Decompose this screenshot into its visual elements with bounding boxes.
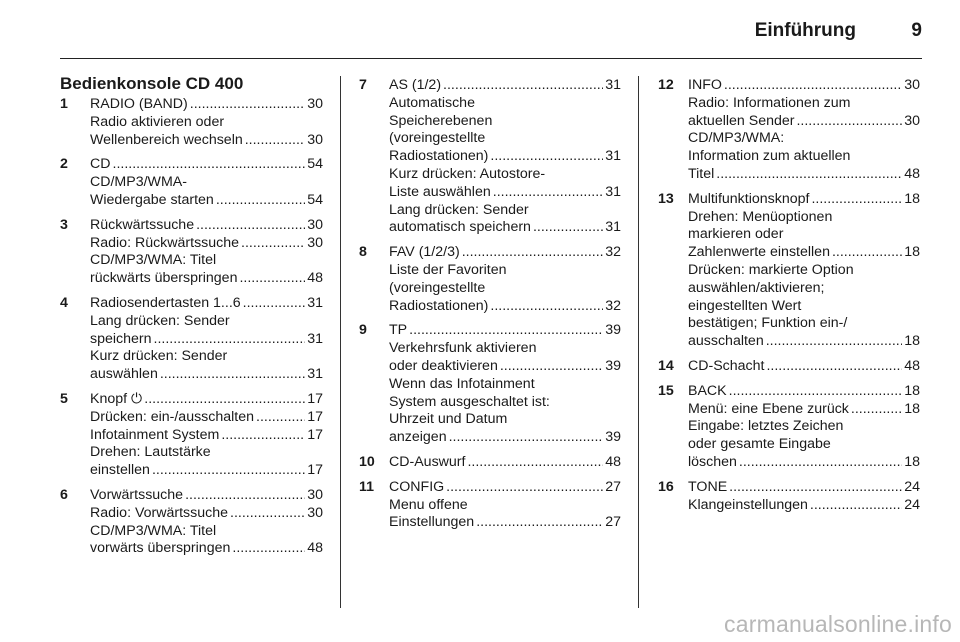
entry-line <box>389 479 621 497</box>
entry-line <box>688 191 920 209</box>
entry-text: Eingabe: letztes Zeichen <box>688 418 844 435</box>
page-reference: 54 <box>307 156 323 173</box>
entry-line <box>389 514 621 532</box>
dot-leader <box>490 148 603 166</box>
entry-text: CD-Schacht <box>688 357 765 374</box>
page-reference: 30 <box>307 216 323 233</box>
entry-text: vorwärts überspringen <box>90 540 231 557</box>
entry-line <box>90 270 323 288</box>
entry-text: FAV (1/2/3) <box>389 244 460 261</box>
dot-leader <box>810 497 902 515</box>
dot-leader <box>256 409 305 427</box>
index-entry <box>658 479 920 515</box>
entry-line <box>688 454 920 472</box>
page-reference: 31 <box>605 219 621 236</box>
dot-leader <box>476 514 603 532</box>
entry-line <box>688 333 920 351</box>
entry-line <box>90 391 323 409</box>
entry-line <box>688 401 920 419</box>
entry-text: Information zum aktuellen <box>688 148 851 165</box>
column-2 <box>359 77 621 539</box>
entry-line <box>389 184 621 202</box>
page-reference: 18 <box>904 453 920 470</box>
dot-leader <box>232 540 305 558</box>
entry-text: Automatische <box>389 94 475 111</box>
entry-line <box>688 77 920 95</box>
entry-line <box>389 358 621 376</box>
entry-number: 9 <box>359 322 367 339</box>
entry-text: Drücken: markierte Option <box>688 261 854 278</box>
page-reference: 54 <box>307 191 323 208</box>
dot-leader <box>449 429 604 447</box>
entry-line <box>90 540 323 558</box>
page-reference: 30 <box>307 96 323 112</box>
dot-leader <box>446 479 603 497</box>
page-reference: 31 <box>307 330 323 347</box>
entry-text: Radiosendertasten 1...6 <box>90 294 241 311</box>
entry-text: CD/MP3/WMA: Titel <box>90 252 217 269</box>
entry-line <box>688 479 920 497</box>
entry-text: INFO <box>688 77 722 93</box>
entry-text: Zahlenwerte einstellen <box>688 244 830 261</box>
entry-line <box>389 454 621 472</box>
entry-line <box>688 383 920 401</box>
entry-line <box>90 217 323 235</box>
index-entry <box>359 322 621 447</box>
entry-text: Radio: Vorwärtssuche <box>90 504 229 521</box>
entry-text: Radio aktivieren oder <box>90 113 225 130</box>
entry-text: Wellenbereich wechseln <box>90 131 243 148</box>
page-reference: 30 <box>307 234 323 251</box>
page-reference: 30 <box>307 504 323 521</box>
page-reference: 30 <box>904 112 920 129</box>
page-reference: 48 <box>904 165 920 182</box>
entry-text: Liste der Favoriten <box>389 261 507 278</box>
dot-leader <box>729 383 903 401</box>
page-reference: 48 <box>307 540 323 557</box>
watermark: carmanualsonline.info <box>724 611 952 637</box>
entry-text: aktuellen Sender <box>688 112 795 129</box>
entry-text: TONE <box>688 478 728 495</box>
entry-number: 1 <box>60 96 68 112</box>
entry-text: CD <box>90 156 111 173</box>
page-reference: 27 <box>605 514 621 531</box>
entry-text: BACK <box>688 382 727 399</box>
index-entry <box>359 454 621 472</box>
page-title: Einführung <box>754 20 856 41</box>
column-3 <box>658 77 920 521</box>
entry-line <box>90 295 323 313</box>
entry-text: AS (1/2) <box>389 77 442 93</box>
dot-leader <box>729 479 902 497</box>
page-reference: 48 <box>605 453 621 470</box>
entry-text: rückwärts überspringen <box>90 270 238 287</box>
entry-text: Radio: Rückwärtssuche <box>90 234 240 251</box>
entry-line <box>389 244 621 262</box>
index-entry <box>658 358 920 376</box>
page-reference: 18 <box>904 333 920 350</box>
index-entry <box>658 77 920 184</box>
entry-number: 4 <box>60 294 68 311</box>
entry-number: 5 <box>60 390 68 407</box>
entry-text: Drehen: Menüoptionen <box>688 208 833 225</box>
dot-leader <box>144 391 305 409</box>
entry-number: 14 <box>658 357 674 374</box>
dot-leader <box>443 77 603 95</box>
dot-leader <box>811 191 902 209</box>
entry-line <box>389 298 621 316</box>
dot-leader <box>724 77 902 95</box>
entry-number: 8 <box>359 244 367 261</box>
page-reference: 24 <box>904 496 920 513</box>
dot-leader <box>490 298 603 316</box>
dot-leader <box>241 235 305 253</box>
entry-text: Drehen: Lautstärke <box>90 444 211 461</box>
dot-leader <box>832 244 902 262</box>
entry-line <box>90 331 323 349</box>
entry-text: automatisch speichern <box>389 219 531 236</box>
page-reference: 39 <box>605 322 621 339</box>
dot-leader <box>409 322 603 340</box>
entry-number: 11 <box>359 478 374 495</box>
page-reference: 31 <box>307 366 323 383</box>
entry-text: CD/MP3/WMA- <box>90 174 187 191</box>
entry-text: einstellen <box>90 462 150 479</box>
dot-leader <box>533 219 603 237</box>
entry-text: Liste auswählen <box>389 183 491 200</box>
index-entry <box>60 156 323 209</box>
entry-text: Lang drücken: Sender <box>90 312 230 329</box>
entry-number: 13 <box>658 190 674 207</box>
section-title: Bedienkonsole CD 400 <box>60 74 244 93</box>
page-reference: 32 <box>605 297 621 314</box>
entry-line <box>90 409 323 427</box>
entry-line <box>389 148 621 166</box>
page-reference: 18 <box>904 400 920 417</box>
page-reference: 31 <box>605 148 621 165</box>
dot-leader <box>500 358 603 376</box>
dot-leader <box>230 505 305 523</box>
dot-leader <box>766 358 902 376</box>
entry-text: Verkehrsfunk aktivieren <box>389 340 537 357</box>
entry-line <box>90 487 323 505</box>
page-reference: 30 <box>904 77 920 93</box>
entry-text: auswählen/aktivieren; <box>688 279 825 296</box>
entry-text: Radio: Informationen zum <box>688 94 851 111</box>
page-reference: 17 <box>307 408 323 425</box>
dot-leader <box>216 192 305 210</box>
entry-text: Radiostationen) <box>389 297 489 314</box>
entry-line <box>389 77 621 95</box>
entry-text: Drücken: ein-/ausschalten <box>90 408 255 425</box>
index-entry <box>60 295 323 384</box>
index-entry <box>60 391 323 480</box>
page-reference: 18 <box>904 244 920 261</box>
entry-line <box>389 429 621 447</box>
index-entry <box>658 383 920 472</box>
entry-number: 15 <box>658 382 674 399</box>
entry-text: Lang drücken: Sender <box>389 201 529 218</box>
page-reference: 17 <box>307 426 323 443</box>
index-entry <box>60 217 323 288</box>
entry-text: CONFIG <box>389 478 445 495</box>
entry-text: Einstellungen <box>389 514 475 531</box>
index-entry <box>359 479 621 532</box>
entry-text: Menu offene <box>389 496 468 513</box>
page-reference: 31 <box>307 294 323 311</box>
entry-text: Titel <box>688 165 715 182</box>
entry-text: Kurz drücken: Sender <box>90 348 228 365</box>
entry-text: CD/MP3/WMA: Titel <box>90 522 217 539</box>
dot-leader <box>766 333 903 351</box>
entry-text: löschen <box>688 453 737 470</box>
index-entry <box>359 77 621 237</box>
page-number: 9 <box>911 20 922 41</box>
dot-leader <box>493 184 603 202</box>
entry-text: Wiedergabe starten <box>90 191 214 208</box>
entry-text: oder gesamte Eingabe <box>688 436 831 453</box>
page-reference: 39 <box>605 429 621 446</box>
entry-line <box>688 166 920 184</box>
page-reference: 27 <box>605 478 621 495</box>
dot-leader <box>190 96 305 114</box>
column-divider <box>638 76 639 608</box>
page-reference: 31 <box>605 183 621 200</box>
entry-text: bestätigen; Funktion ein-/ <box>688 315 848 332</box>
entry-text: System ausgeschaltet ist: <box>389 393 550 410</box>
dot-leader <box>245 132 305 150</box>
page-reference: 48 <box>904 357 920 374</box>
entry-text: (voreingestellte <box>389 130 486 147</box>
index-entry <box>60 487 323 558</box>
page-reference: 39 <box>605 357 621 374</box>
dot-leader <box>160 366 305 384</box>
entry-text: CD-Auswurf <box>389 453 466 470</box>
entry-number: 12 <box>658 77 674 93</box>
page-reference: 18 <box>904 190 920 207</box>
page-reference: 24 <box>904 478 920 495</box>
dot-leader <box>221 427 305 445</box>
entry-line <box>90 427 323 445</box>
page-reference: 17 <box>307 462 323 479</box>
entry-number: 6 <box>60 486 68 503</box>
entry-text: markieren oder <box>688 226 784 243</box>
entry-text: Rückwärtssuche <box>90 216 195 233</box>
entry-text: Speicherebenen <box>389 112 493 129</box>
entry-text: ausschalten <box>688 333 764 350</box>
entry-text: Multifunktionsknopf <box>688 190 810 207</box>
entry-text: Menü: eine Ebene zurück <box>688 400 849 417</box>
entry-text: Wenn das Infotainment <box>389 375 535 392</box>
entry-number: 7 <box>359 77 367 93</box>
column-divider <box>340 76 341 608</box>
dot-leader <box>467 454 603 472</box>
entry-line <box>90 192 323 210</box>
dot-leader <box>152 462 305 480</box>
entry-text: anzeigen <box>389 429 447 446</box>
column-1 <box>60 96 323 565</box>
entry-text: TP <box>389 322 408 339</box>
page-reference: 18 <box>904 382 920 399</box>
entry-number: 2 <box>60 156 68 173</box>
entry-text: speichern <box>90 330 152 347</box>
page-reference: 31 <box>605 77 621 93</box>
entry-line <box>90 96 323 114</box>
page-reference: 32 <box>605 244 621 261</box>
entry-text: Knopf ⏻ <box>90 390 143 407</box>
entry-line <box>90 156 323 174</box>
entry-line <box>688 497 920 515</box>
entry-line <box>389 322 621 340</box>
entry-line <box>688 113 920 131</box>
entry-text: Kurz drücken: Autostore- <box>389 165 546 182</box>
dot-leader <box>739 454 902 472</box>
dot-leader <box>243 295 306 313</box>
index-entry <box>658 191 920 351</box>
dot-leader <box>185 487 305 505</box>
entry-text: Uhrzeit und Datum <box>389 411 508 428</box>
entry-text: oder deaktivieren <box>389 357 498 374</box>
dot-leader <box>113 156 306 174</box>
dot-leader <box>851 401 902 419</box>
entry-text: auswählen <box>90 366 158 383</box>
entry-text: Klangeinstellungen <box>688 496 808 513</box>
dot-leader <box>796 113 902 131</box>
index-entry <box>60 96 323 149</box>
page-reference: 48 <box>307 270 323 287</box>
entry-line <box>90 366 323 384</box>
entry-text: CD/MP3/WMA: <box>688 130 785 147</box>
entry-line <box>90 132 323 150</box>
entry-line <box>688 358 920 376</box>
page-reference: 30 <box>307 486 323 503</box>
entry-line <box>688 244 920 262</box>
dot-leader <box>239 270 305 288</box>
entry-line <box>90 462 323 480</box>
entry-text: RADIO (BAND) <box>90 96 188 112</box>
page-header <box>60 14 922 59</box>
page-reference: 30 <box>307 131 323 148</box>
index-entry <box>359 244 621 315</box>
entry-number: 10 <box>359 453 375 470</box>
entry-text: Infotainment System <box>90 426 220 443</box>
entry-line <box>389 219 621 237</box>
dot-leader <box>462 244 604 262</box>
entry-line <box>90 235 323 253</box>
entry-text: (voreingestellte <box>389 279 486 296</box>
entry-line <box>90 505 323 523</box>
entry-text: eingestellten Wert <box>688 297 802 314</box>
dot-leader <box>716 166 902 184</box>
entry-number: 3 <box>60 216 68 233</box>
entry-text: Vorwärtssuche <box>90 486 184 503</box>
entry-text: Radiostationen) <box>389 148 489 165</box>
dot-leader <box>154 331 306 349</box>
dot-leader <box>196 217 305 235</box>
entry-number: 16 <box>658 478 674 495</box>
page-reference: 17 <box>307 390 323 407</box>
